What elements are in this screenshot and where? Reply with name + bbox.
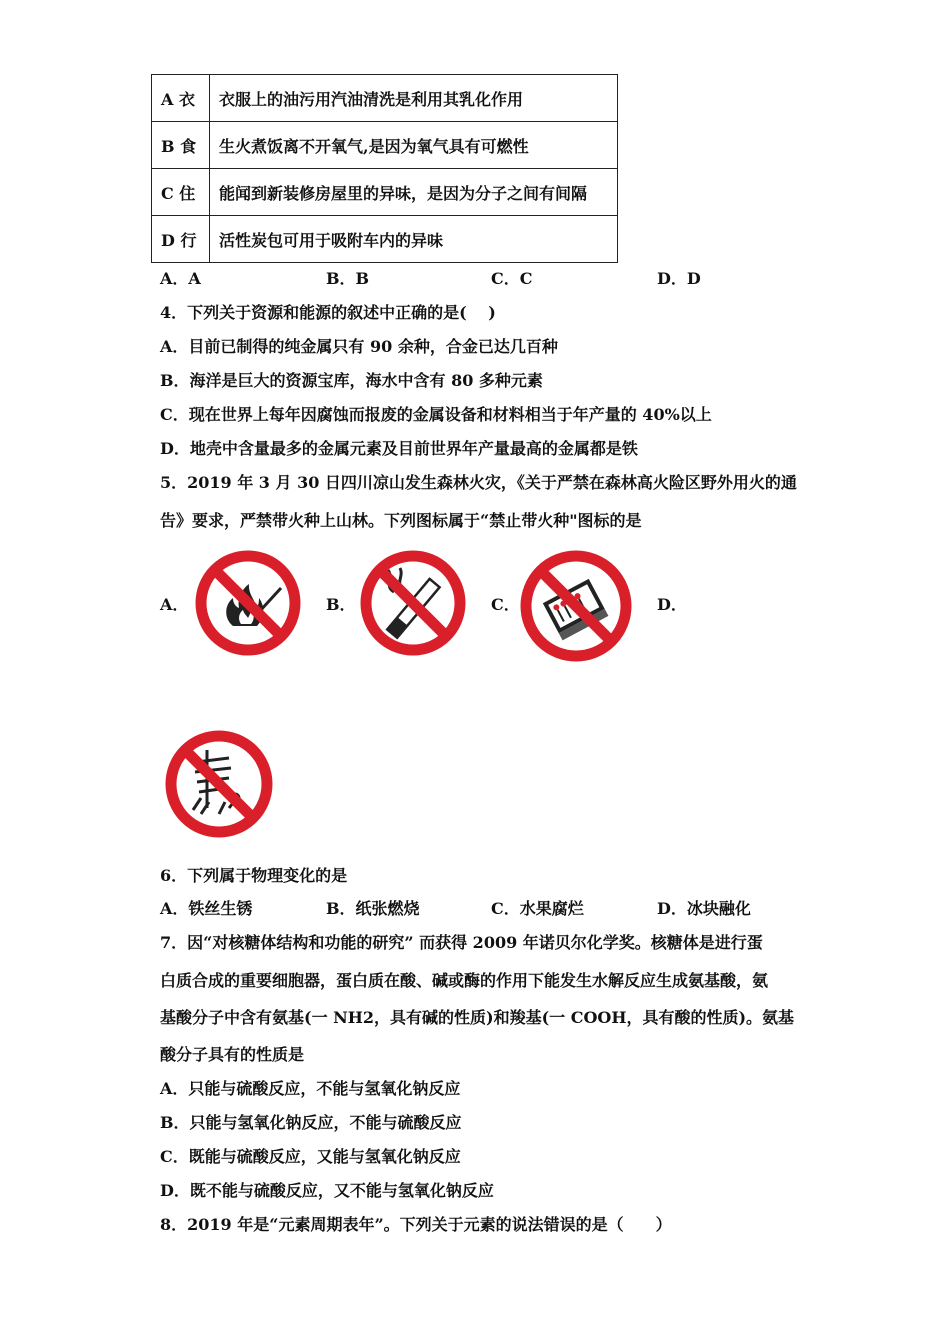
q4-stem: 4．下列关于资源和能源的叙述中正确的是( ) (160, 303, 496, 322)
no-fireworks-icon (163, 728, 275, 840)
q6-option-d[interactable]: D．冰块融化 (657, 899, 751, 918)
no-matches-icon (518, 548, 634, 664)
table-row (152, 75, 618, 122)
table-key: C 住 (152, 169, 210, 216)
q7-stem-line3: 基酸分子中含有氨基(一 NH2，具有碱的性质)和羧基(一 COOH，具有酸的性质)。氨基 (160, 1008, 795, 1027)
table-text: 衣服上的油污用汽油清洗是利用其乳化作用 (210, 75, 618, 122)
q3-option-d[interactable]: D．D (657, 269, 701, 288)
q6-option-b[interactable]: B．纸张燃烧 (326, 899, 420, 918)
q7-option-b[interactable]: B．只能与氢氧化钠反应，不能与硫酸反应 (160, 1113, 462, 1132)
q3-option-b[interactable]: B．B (326, 269, 370, 288)
q5-option-b-label[interactable]: B． (326, 595, 356, 614)
q5-option-d-label[interactable]: D． (657, 595, 687, 614)
table-key: A 衣 (152, 75, 210, 122)
no-smoking-icon (358, 548, 468, 658)
q7-stem-line1: 7．因“对核糖体结构和功能的研究” 而获得 2009 年诺贝尔化学奖。核糖体是进行蛋 (160, 933, 763, 952)
q6-option-c[interactable]: C．水果腐烂 (491, 899, 584, 918)
q3-table (151, 74, 618, 263)
q5-stem-line1: 5．2019 年 3 月 30 日四川凉山发生森林火灾，《关于严禁在森林高火险区野外用火的通 (160, 473, 797, 492)
q3-option-c[interactable]: C．C (491, 269, 533, 288)
table-row (152, 122, 618, 169)
table-text: 活性炭包可用于吸附车内的异味 (210, 216, 618, 263)
q7-option-a[interactable]: A．只能与硫酸反应，不能与氢氧化钠反应 (160, 1079, 461, 1098)
q7-option-c[interactable]: C．既能与硫酸反应，又能与氢氧化钠反应 (160, 1147, 461, 1166)
q7-stem-line2: 白质合成的重要细胞器，蛋白质在酸、碱或酶的作用下能发生水解反应生成氨基酸，氨 (160, 971, 769, 990)
q7-option-d[interactable]: D．既不能与硫酸反应，又不能与氢氧化钠反应 (160, 1181, 494, 1200)
table-key: B 食 (152, 122, 210, 169)
q4-option-d[interactable]: D．地壳中含量最多的金属元素及目前世界年产量最高的金属都是铁 (160, 439, 638, 458)
q6-stem: 6．下列属于物理变化的是 (160, 866, 348, 885)
table-row (152, 216, 618, 263)
q8-stem: 8．2019 年是“元素周期表年”。下列关于元素的说法错误的是（ ） (160, 1215, 672, 1234)
q4-option-b[interactable]: B．海洋是巨大的资源宝库，海水中含有 80 多种元素 (160, 371, 543, 390)
q5-stem-line2: 告》要求，严禁带火种上山林。下列图标属于“禁止带火种"图标的是 (160, 511, 642, 530)
q7-stem-line4: 酸分子具有的性质是 (160, 1045, 305, 1064)
no-open-flame-icon (193, 548, 303, 658)
q5-option-a-label[interactable]: A． (160, 595, 189, 614)
table-key: D 行 (152, 216, 210, 263)
table-row (152, 169, 618, 216)
table-text: 生火煮饭离不开氧气,是因为氧气具有可燃性 (210, 122, 618, 169)
q3-option-a[interactable]: A．A (160, 269, 201, 288)
q4-option-c[interactable]: C．现在世界上每年因腐蚀而报废的金属设备和材料相当于年产量的 40%以上 (160, 405, 712, 424)
table-text: 能闻到新装修房屋里的异味，是因为分子之间有间隔 (210, 169, 618, 216)
q5-option-c-label[interactable]: C． (491, 595, 520, 614)
q4-option-a[interactable]: A．目前已制得的纯金属只有 90 余种，合金已达几百种 (160, 337, 558, 356)
q6-option-a[interactable]: A．铁丝生锈 (160, 899, 253, 918)
